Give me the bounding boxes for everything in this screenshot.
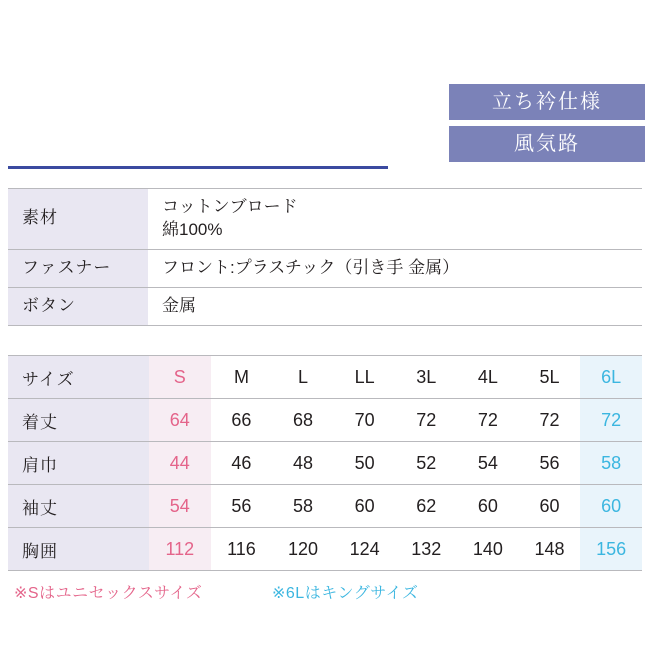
size-chart-table (8, 355, 642, 571)
size-cell: 44 (149, 442, 211, 485)
size-cell: 46 (211, 442, 273, 485)
size-cell: 72 (396, 399, 458, 442)
size-cell: 58 (580, 442, 642, 485)
size-column-header-4l: 4L (457, 356, 519, 399)
size-column-header-l: L (272, 356, 334, 399)
size-row-label-sleeve: 袖丈 (8, 485, 149, 528)
table-row (8, 249, 642, 287)
size-cell: 50 (334, 442, 396, 485)
footnote-unisex: ※Sはユニセックスサイズ (14, 585, 203, 602)
size-cell: 72 (457, 399, 519, 442)
size-cell: 112 (149, 528, 211, 571)
size-chart-header-row (8, 356, 642, 399)
size-cell: 132 (396, 528, 458, 571)
spec-value-material-line1: コットンブロード (162, 197, 298, 216)
table-row (8, 189, 642, 250)
footnotes (8, 580, 642, 614)
size-cell: 60 (580, 485, 642, 528)
size-cell: 52 (396, 442, 458, 485)
size-cell: 140 (457, 528, 519, 571)
table-row (8, 528, 642, 571)
size-row-label-chest: 胸囲 (8, 528, 149, 571)
size-cell: 124 (334, 528, 396, 571)
footnote-king-size: ※6Lはキングサイズ (272, 585, 419, 602)
size-cell: 156 (580, 528, 642, 571)
badge-standing-collar: 立ち衿仕様 (449, 84, 645, 120)
size-cell: 54 (457, 442, 519, 485)
size-chart-corner-label: サイズ (8, 356, 149, 399)
spec-label-button: ボタン (8, 287, 148, 325)
badge-air-flow: 風気路 (449, 126, 645, 162)
size-cell: 56 (211, 485, 273, 528)
size-cell: 66 (211, 399, 273, 442)
size-cell: 48 (272, 442, 334, 485)
spec-value-fastener: フロント:プラスチック（引き手 金属） (148, 249, 642, 287)
size-cell: 70 (334, 399, 396, 442)
size-cell: 72 (519, 399, 581, 442)
material-spec-table (8, 188, 642, 326)
spec-label-material: 素材 (8, 189, 148, 250)
table-row (8, 399, 642, 442)
size-column-header-6l: 6L (580, 356, 642, 399)
size-cell: 64 (149, 399, 211, 442)
size-cell: 60 (334, 485, 396, 528)
size-column-header-m: M (211, 356, 273, 399)
size-cell: 120 (272, 528, 334, 571)
spec-value-material-line2: 綿100% (162, 219, 223, 239)
size-cell: 60 (519, 485, 581, 528)
size-cell: 148 (519, 528, 581, 571)
size-cell: 56 (519, 442, 581, 485)
table-row (8, 442, 642, 485)
size-cell: 58 (272, 485, 334, 528)
size-row-label-shoulder: 肩巾 (8, 442, 149, 485)
size-cell: 54 (149, 485, 211, 528)
spec-label-fastener: ファスナー (8, 249, 148, 287)
table-row (8, 287, 642, 325)
spec-value-button: 金属 (148, 287, 642, 325)
size-cell: 116 (211, 528, 273, 571)
size-column-header-5l: 5L (519, 356, 581, 399)
size-column-header-s: S (149, 356, 211, 399)
section-divider-rule (8, 166, 388, 169)
spec-value-material (148, 189, 642, 250)
size-cell: 62 (396, 485, 458, 528)
size-column-header-ll: LL (334, 356, 396, 399)
feature-badges (449, 84, 645, 168)
table-row (8, 485, 642, 528)
size-cell: 72 (580, 399, 642, 442)
size-cell: 60 (457, 485, 519, 528)
size-cell: 68 (272, 399, 334, 442)
size-row-label-length: 着丈 (8, 399, 149, 442)
size-column-header-3l: 3L (396, 356, 458, 399)
